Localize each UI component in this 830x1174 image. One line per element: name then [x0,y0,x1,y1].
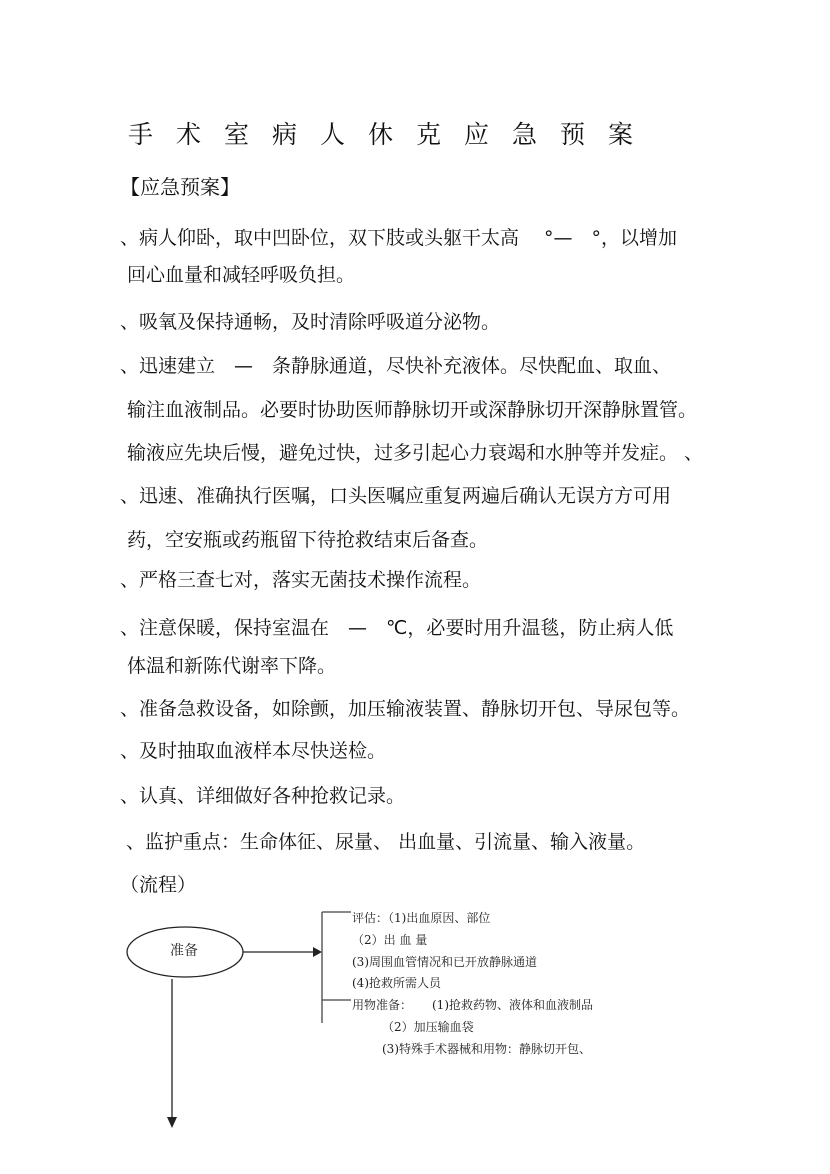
paragraph-line: 、注意保暖，保持室温在 — ℃，必要时用升温毯，防止病人低 [120,617,674,639]
paragraph-line: 、吸氧及保持通畅，及时清除呼吸道分泌物。 [120,311,501,333]
supplies-item: (1)抢救药物、液体和血液制品 [432,998,593,1012]
paragraph-line: 输注血液制品。必要时协助医师静脉切开或深静脉切开深静脉置管。 [127,399,698,421]
paragraph-line: 药，空安瓶或药瓶留下待抢救结束后备查。 [127,529,489,551]
flow-heading: （流程） [120,874,197,896]
arrowhead-down-icon [167,1117,177,1128]
paragraph-line: 输液应先块后慢，避免过快，过多引起心力衰竭和水肿等并发症。 、 [127,442,704,464]
assessment-item: (4)抢救所需人员 [352,976,441,990]
paragraph-line: 、迅速建立 — 条静脉通道，尽快补充液体。尽快配血、取血、 [120,355,672,377]
supplies-item: （2）加压输血袋 [382,1020,474,1034]
assessment-item: 评估：（1)出血原因、部位 [352,911,491,925]
page-title: 手术室病人休克应急预案 [128,120,657,149]
paragraph-line: 、严格三查七对，落实无菌技术操作流程。 [120,569,482,591]
supplies-item: (3)特殊手术器械和用物：静脉切开包、 [382,1042,591,1056]
paragraph-line: 、及时抽取血液样本尽快送检。 [120,740,387,762]
paragraph-line: 回心血量和减轻呼吸负担。 [127,264,356,286]
arrowhead-right-icon [313,947,322,957]
paragraph-line: 、准备急救设备，如除颤，加压输液装置、静脉切开包、导尿包等。 [120,698,691,720]
supplies-label: 用物准备： [352,998,413,1012]
paragraph-line: 、病人仰卧，取中凹卧位，双下肢或头躯干太高 °— °，以增加 [120,227,678,249]
section-heading: 【应急预案】 [120,175,240,199]
paragraph-line: 体温和新陈代谢率下降。 [127,655,337,677]
paragraph-line: 、迅速、准确执行医嘱，口头医嘱应重复两遍后确认无误方方可用 [120,485,672,507]
flow-node-label: 准备 [170,943,198,959]
paragraph-line: 、监护重点：生命体征、尿量、 出血量、引流量、输入液量。 [120,831,646,853]
assessment-item: （2）出 血 量 [352,933,428,947]
paragraph-line: 、认真、详细做好各种抢救记录。 [120,785,406,807]
assessment-item: (3)周围血管情况和已开放静脉通道 [352,955,537,969]
